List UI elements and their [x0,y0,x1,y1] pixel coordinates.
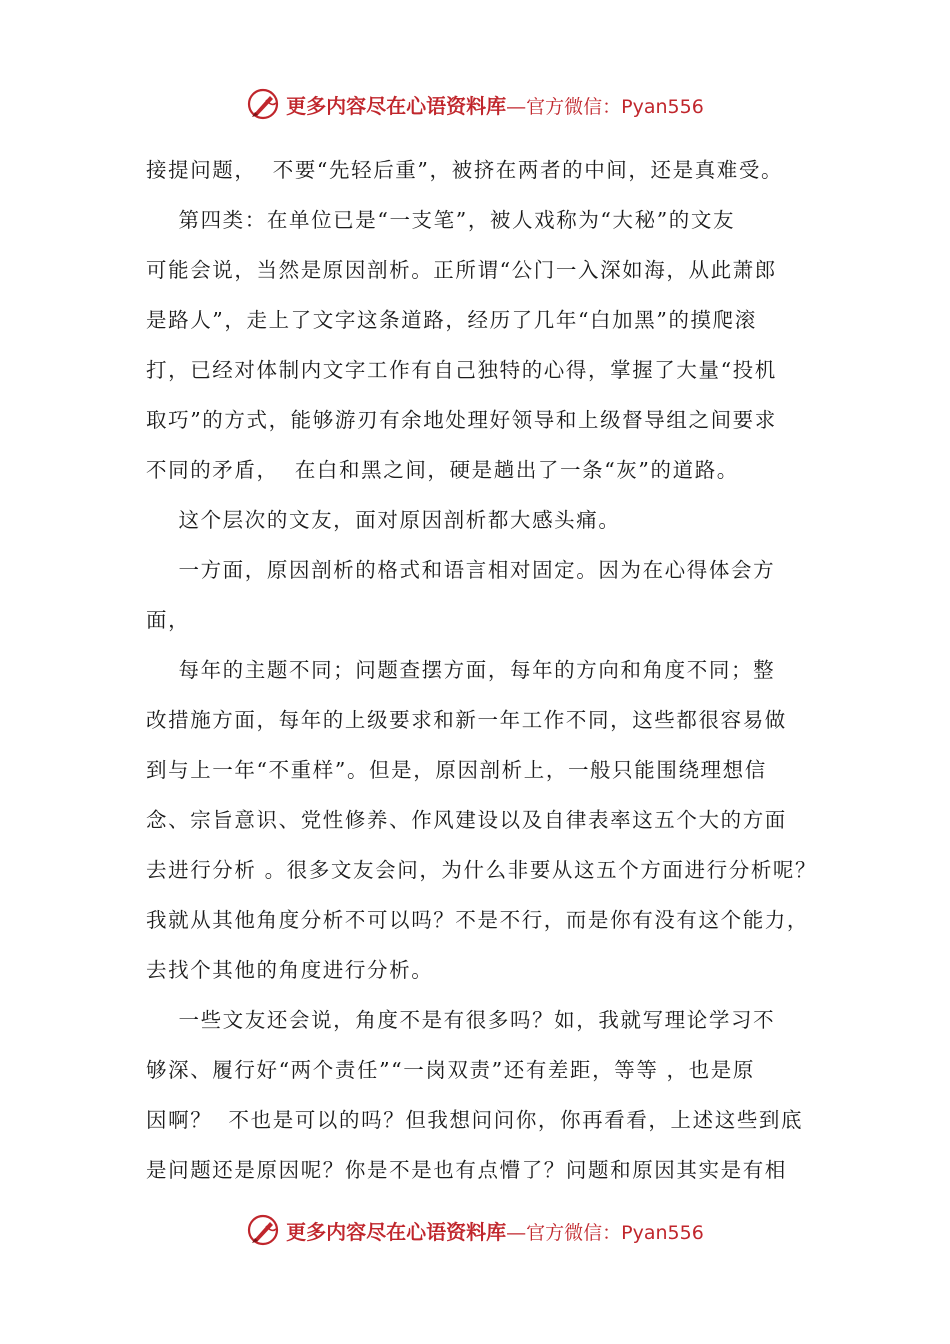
watermark-dash: — [506,1219,527,1244]
text-line: 去找个其他的角度进行分析。 [146,958,434,982]
text-line: 第四类：在单位已是“一支笔”，被人戏称为“大秘”的文友 [146,208,736,232]
text-line: 面， [146,608,191,632]
text-line: 去进行分析 。很多文友会问，为什么非要从这五个方面进行分析呢？ [146,858,818,882]
text-line: 接提问题， 不要“先轻后重”，被挤在两者的中间，还是真难受。 [146,158,784,182]
text-line: 这个层次的文友，面对原因剖析都大感头痛。 [146,508,621,532]
watermark-wechat: 官方微信：Pyan556 [526,95,704,118]
watermark-brand: 更多内容尽在心语资料库 [286,1219,507,1244]
text-line: 取巧”的方式，能够游刃有余地处理好领导和上级督导组之间要求 [146,408,777,432]
pen-logo-icon [246,87,280,121]
text-line: 不同的矛盾， 在白和黑之间，硬是趟出了一条“灰”的道路。 [146,458,739,482]
text-line: 打，已经对体制内文字工作有自己独特的心得，掌握了大量“投机 [146,358,777,382]
footer-watermark [0,1210,950,1250]
text-line: 我就从其他角度分析不可以吗？不是不行，而是你有没有这个能力， [146,908,809,932]
watermark-dash: — [506,93,527,118]
text-line: 每年的主题不同；问题查摆方面，每年的方向和角度不同；整 [146,658,776,682]
text-line: 到与上一年“不重样”。但是，原因剖析上，一般只能围绕理想信 [146,758,767,782]
text-line: 是路人”，走上了文字这条道路，经历了几年“白加黑”的摸爬滚 [146,308,757,332]
text-line: 一方面，原因剖析的格式和语言相对固定。因为在心得体会方 [146,558,776,582]
watermark-brand: 更多内容尽在心语资料库 [286,93,507,118]
text-line: 改措施方面，每年的上级要求和新一年工作不同，这些都很容易做 [146,708,787,732]
text-line: 是问题还是原因呢？你是不是也有点懵了？问题和原因其实是有相 [146,1158,787,1182]
text-line: 念、宗旨意识、党性修养、作风建设以及自律表率这五个大的方面 [146,808,787,832]
header-watermark [0,84,950,124]
watermark-wechat: 官方微信：Pyan556 [526,1221,704,1244]
text-line: 一些文友还会说，角度不是有很多吗？如，我就写理论学习不 [146,1008,776,1032]
text-line: 因啊？ 不也是可以的吗？但我想问问你，你再看看，上述这些到底 [146,1108,804,1132]
text-line: 够深、履行好“两个责任”“一岗双责”还有差距，等等 ，也是原 [146,1058,755,1082]
pen-logo-icon [246,1213,280,1247]
text-line: 可能会说，当然是原因剖析。正所谓“公门一入深如海，从此萧郎 [146,258,777,282]
